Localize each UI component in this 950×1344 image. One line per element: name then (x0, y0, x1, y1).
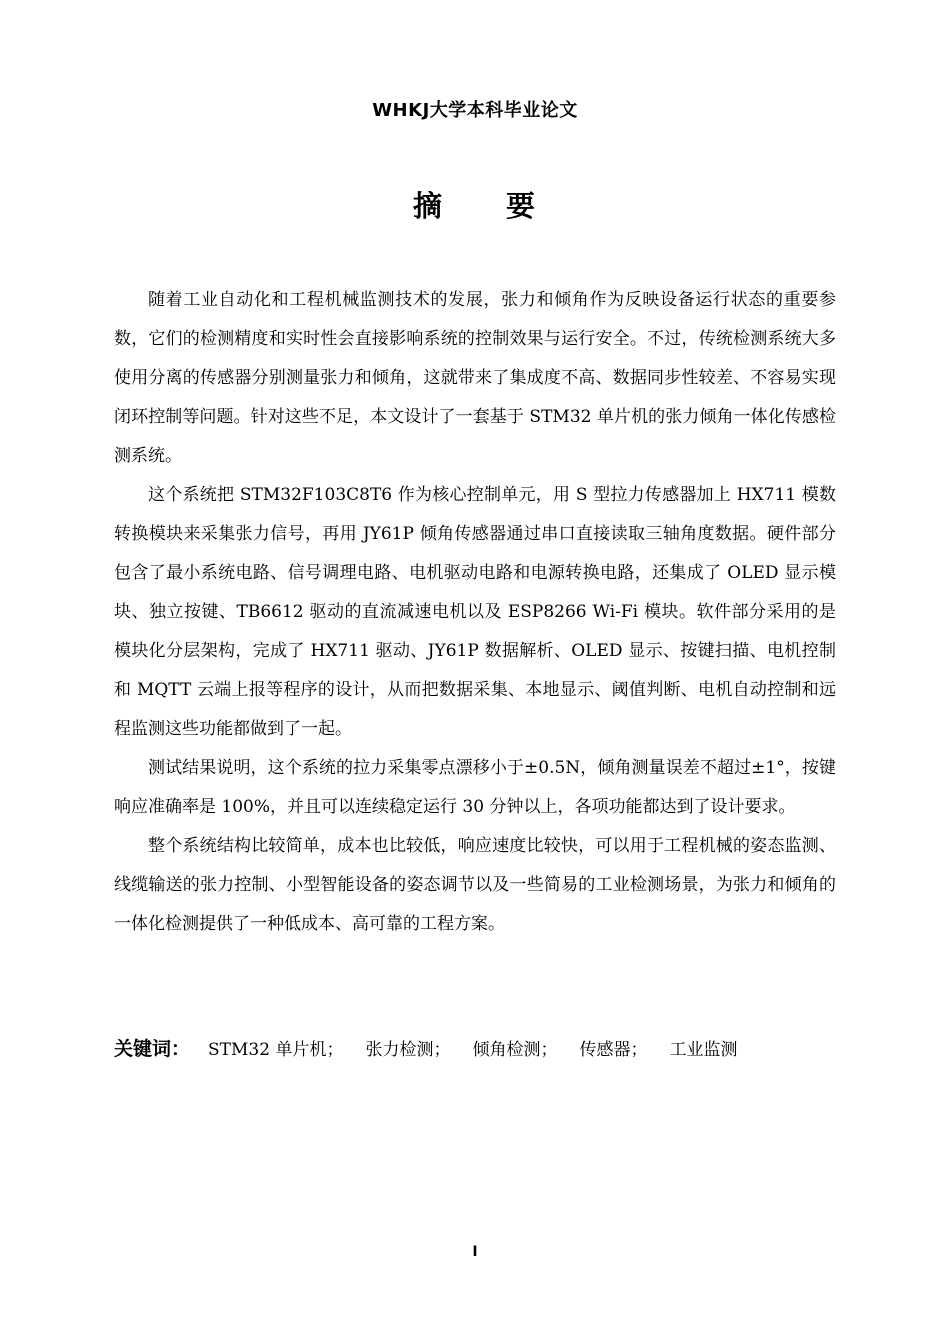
keyword-item: 张力检测； (365, 1040, 451, 1060)
abstract-paragraph-1: 随着工业自动化和工程机械监测技术的发展，张力和倾角作为反映设备运行状态的重要参数，它们的检测精度和实时性会直接影响系统的控制效果与运行安全。不过，传统检测系统大多使用分离的传感器分别测量张力和倾角，这就带来了集成度不高、数据同步性较差、不容易实现闭环控制等问题。针对这些不足，本文设计了一套基于 STM32 单片机的张力倾角一体化传感检测系统。 (114, 290, 836, 466)
keyword-item: 工业监测 (669, 1040, 738, 1060)
abstract-paragraph-2: 这个系统把 STM32F103C8T6 作为核心控制单元，用 S 型拉力传感器加上 HX711 模数转换模块来采集张力信号，再用 JY61P 倾角传感器通过串口直接读取三轴角度数据。硬件部分包含了最小系统电路、信号调理电路、电机驱动电路和电源转换电路，还集成了 OLED 显示模块、独立按键、TB6612 驱动的直流减速电机以及 ESP8266 Wi-Fi 模块。软件部分采用的是模块化分层架构，完成了 HX711 驱动、JY61P 数据解析、OLED 显示、按键扫描、电机控制和 MQTT 云端上报等程序的设计，从而把数据采集、本地显示、阈值判断、电机自动控制和远程监测这些功能都做到了一起。 (114, 485, 836, 739)
running-header: WHKJ大学本科毕业论文 (372, 100, 578, 121)
page-number: I (472, 1244, 478, 1260)
keyword-item: 倾角检测； (472, 1040, 558, 1060)
keywords-label: 关键词： (114, 1038, 191, 1060)
abstract-body (114, 281, 836, 944)
keyword-item: STM32 单片机； (208, 1040, 344, 1060)
abstract-paragraph-3: 测试结果说明，这个系统的拉力采集零点漂移小于±0.5N，倾角测量误差不超过±1°，按键响应准确率是 100%，并且可以连续稳定运行 30 分钟以上，各项功能都达到了设计要求。 (114, 758, 836, 817)
keyword-item: 传感器； (579, 1040, 648, 1060)
abstract-title: 摘 要 (412, 189, 537, 223)
keywords-section (114, 1033, 759, 1066)
abstract-paragraph-4: 整个系统结构比较简单，成本也比较低，响应速度比较快，可以用于工程机械的姿态监测、线缆输送的张力控制、小型智能设备的姿态调节以及一些简易的工业检测场景，为张力和倾角的一体化检测提供了一种低成本、高可靠的工程方案。 (114, 836, 836, 934)
